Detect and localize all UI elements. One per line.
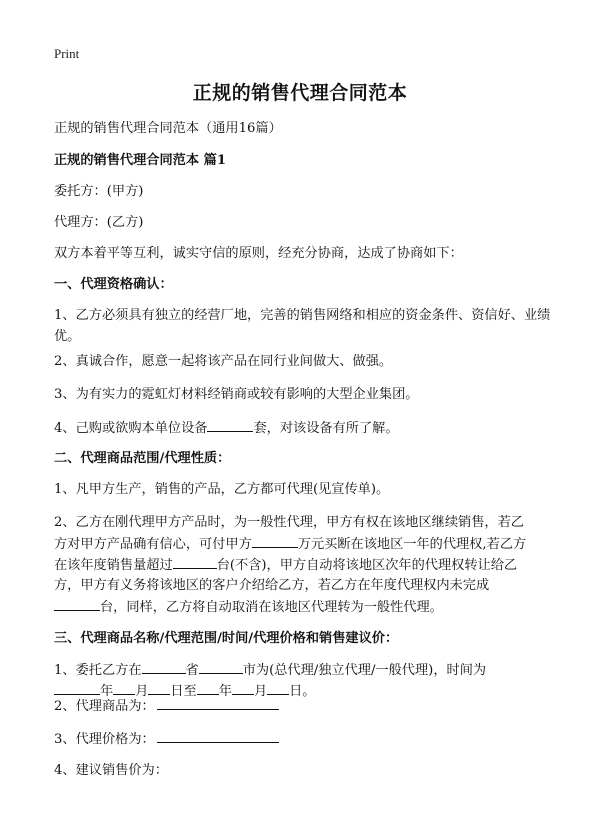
- blank-product-name: [157, 695, 279, 710]
- blank-city: [199, 659, 243, 674]
- clause-1-item-4: [54, 417, 554, 439]
- intro-paragraph: 双方本着平等互利，诚实守信的原则，经充分协商，达成了协商如下：: [54, 246, 463, 261]
- clause-2-item-2-text-c: 在该年度销售量超过: [54, 558, 173, 573]
- clause-2-item-2-text-a: 方对甲方产品确有信心，可付甲方: [54, 537, 252, 552]
- clause-2-item-2-line-2: [54, 533, 554, 555]
- clause-1-item-2: 2、真诚合作，愿意一起将该产品在同行业间做大、做强。: [54, 354, 393, 369]
- clause-2-item-2-line-1: 2、乙方在刚代理甲方产品时，为一般性代理，甲方有权在该地区继续销售，若乙: [54, 515, 524, 530]
- document-title: 正规的销售代理合同范本: [192, 82, 408, 104]
- clause-1-item-3: 3、为有实力的霓虹灯材料经销商或较有影响的大型企业集团。: [54, 387, 419, 402]
- blank-end-month: [232, 680, 254, 695]
- clause-3-heading: 三、代理商品名称/代理范围/时间/代理价格和销售建议价：: [54, 631, 399, 646]
- clause-3-item-2: [54, 695, 554, 717]
- document-subtitle: 正规的销售代理合同范本（通用16篇）: [54, 121, 282, 136]
- clause-3-item-2-label: 2、代理商品为：: [54, 699, 155, 714]
- clause-3-item-3: [54, 728, 554, 750]
- clause-1-item-4-text-b: 套，对该设备有所了解。: [253, 421, 399, 436]
- text-month-1: 月: [135, 684, 149, 699]
- clause-2-item-2-text-b: 万元买断在该地区一年的代理权,若乙方: [297, 537, 527, 552]
- blank-buyout-amount: [252, 533, 298, 548]
- text-day-end: 日。: [289, 684, 316, 699]
- clause-2-item-2-line-3: [54, 554, 554, 576]
- text-day-to: 日至: [170, 684, 197, 699]
- clause-2-heading: 二、代理商品范围/代理性质：: [54, 451, 231, 466]
- clause-2-item-2-line-4: 方，甲方有义务将该地区的客户介绍给乙方，若乙方在年度代理权内未完成: [54, 578, 490, 593]
- blank-start-day: [148, 680, 170, 695]
- party-a-line: 委托方：(甲方): [54, 184, 144, 199]
- clause-2-item-1: 1、凡甲方生产，销售的产品，乙方都可代理(见宣传单)。: [54, 482, 390, 497]
- text-month-2: 月: [253, 684, 268, 699]
- clause-3-text-c: 市为(总代理/独立代理/一般代理)，时间为: [242, 663, 487, 678]
- print-link[interactable]: Print: [54, 46, 80, 61]
- blank-end-year: [197, 680, 219, 695]
- text-year-1: 年: [100, 684, 114, 699]
- blank-end-day: [267, 680, 289, 695]
- blank-equipment-sets: [207, 417, 253, 432]
- clause-3-item-1-line-1: [54, 659, 554, 681]
- blank-target-units: [54, 596, 100, 611]
- clause-3-text-province: 省: [185, 663, 199, 678]
- section-heading: 正规的销售代理合同范本 篇1: [54, 153, 227, 168]
- blank-agency-price: [157, 728, 279, 743]
- clause-3-item-4: 4、建议销售价为：: [54, 763, 168, 778]
- clause-2-item-2-text-d: 台(不含)，甲方自动将该地区次年的代理权转让给乙: [216, 558, 518, 573]
- party-b-line: 代理方：(乙方): [54, 215, 144, 230]
- blank-start-month: [113, 680, 135, 695]
- clause-1-item-1: 1、乙方必须具有独立的经营厂地，完善的销售网络和相应的资金条件、资信好、业绩优。: [54, 308, 551, 344]
- blank-province: [142, 659, 186, 674]
- text-year-2: 年: [218, 684, 232, 699]
- clause-2-item-2-text-e: 台，同样，乙方将自动取消在该地区代理转为一般性代理。: [100, 600, 443, 615]
- blank-start-year: [54, 680, 100, 695]
- clause-2-item-2-line-5: [54, 596, 554, 618]
- clause-1-item-4-text-a: 4、己购或欲购本单位设备: [54, 421, 208, 436]
- clause-3-item-3-label: 3、代理价格为：: [54, 732, 155, 747]
- clause-1-heading: 一、代理资格确认：: [54, 277, 173, 292]
- blank-sales-volume: [173, 554, 217, 569]
- clause-3-text-a: 1、委托乙方在: [54, 663, 142, 678]
